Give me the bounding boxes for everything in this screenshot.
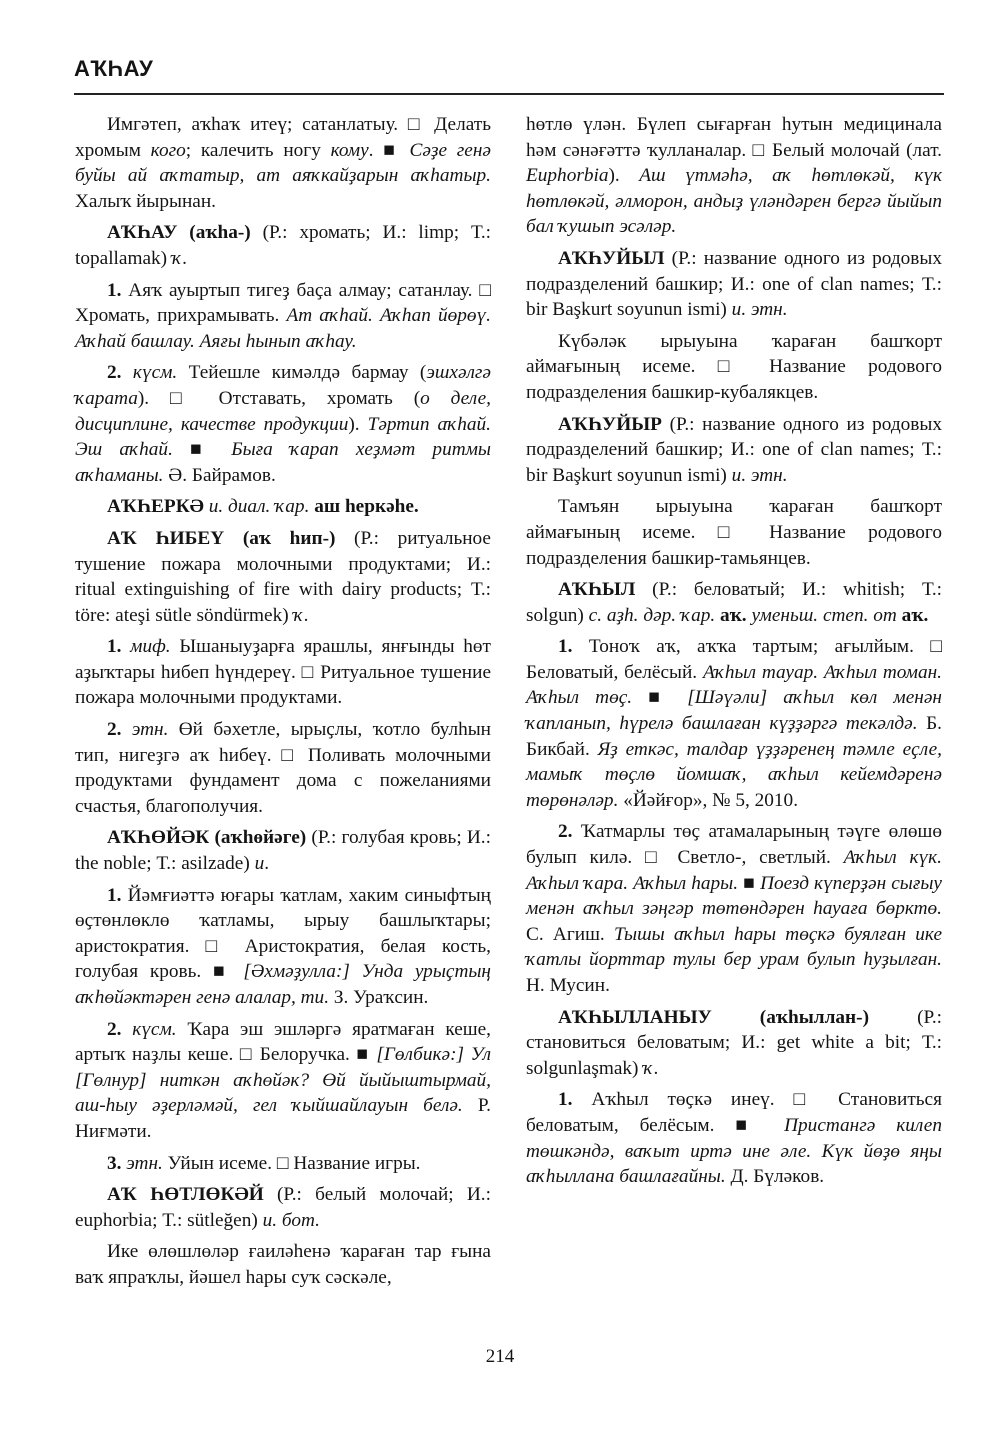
italic-text: этн. (126, 1152, 163, 1174)
dictionary-paragraph (75, 494, 491, 520)
entry-headword: АҠҺУЙЫР (558, 413, 662, 435)
entry-headword: 2. (558, 821, 573, 843)
italic-text: и. диал. ҡар. (208, 496, 310, 518)
dictionary-paragraph: 1. миф. Ышаныуҙарға ярашлы, янғынды һөт аҙыҡтары һибеп һүндереү. □ Ритуальное тушение пожара молочными продуктами. (75, 636, 491, 709)
entry-headword: 1. (558, 1089, 573, 1111)
dictionary-paragraph: АҠҺЫЛЛАНЫУ (аҡһыллан-) (Р.: становиться беловатым; И.: get white a bit; Т.: solgunlaşmak) ҡ. (526, 1006, 942, 1079)
italic-text: и (254, 853, 265, 875)
italic-text: Яҙ еткәс, талдар үҙҙәренең тәмле еҫле, мамыҡ төҫлө йомшаҡ, аҡһыл кейемдәренә төрөнәләр. (526, 738, 942, 811)
entry-headword: АҠҺЫЛЛАНЫУ (аҡһыллан-) (558, 1006, 870, 1028)
dictionary-paragraph: 1. Йәмғиәттә юғары ҡатлам, хаким синыфтың өҫтөнлөклө ҡатламы, ырыу башлыҡтары; аристократия. □ Аристократия, белая кость, голубая кровь. ■ [Әхмәҙулла:] Унда урыҫтың аҡһөйәктәрен генә алалар, ти. З. Ураҡсин. (75, 884, 491, 1008)
dictionary-paragraph: 1. Тоноҡ аҡ, аҡҡа тартым; ағылйым. □ Беловатый, белёсый. Аҡһыл тауар. Аҡһыл томан. Аҡһыл төҫ. ■ [Шәүәли] аҡһыл көл менән ҡапланып, һүрелә башлаған күҙҙәргә текәлдә. Б. Бикбай. Яҙ еткәс, талдар үҙҙәренең тәмле еҫле, мамыҡ төҫлө йомшаҡ, аҡһыл кейемдәренә төрөнәләр. «Йәйғор», № 5, 2010. (526, 636, 942, 811)
italic-text: и. этн. (731, 299, 788, 321)
entry-headword: 1. (107, 636, 122, 658)
entry-headword: АҠҺЕРКӘ (107, 496, 204, 518)
italic-text: ҡ (171, 247, 183, 269)
entry-headword: АҠ ҺӨТЛӨКӘЙ (107, 1184, 264, 1206)
entry-headword: АҠҺУЙЫЛ (558, 247, 665, 269)
dictionary-paragraph: 2. Ҡатмарлы төҫ атамаларының тәүге өлөшө булып килә. □ Светло-, светлый. Аҡһыл күк. Аҡһыл ҡара. Аҡһыл һары. ■ Поезд күперҙән сығыу менән аҡһыл зәңгәр төтөндәрен һауаға бөрктө. С. Агиш. Тышы аҡһыл һары төҫкә буялған ике ҡатлы йорттар тулы бер урам булып һуҙылған. Н. Мусин. (526, 821, 942, 996)
italic-text: кому (330, 139, 369, 161)
italic-text: миф. (130, 636, 171, 658)
entry-headword: 2. (107, 719, 122, 741)
dictionary-paragraph: АҠ ҺИБЕҮ (аҡ һип-) (Р.: ритуальное тушение пожара молочными продуктами; И.: ritual extinguishing of fire with dairy products; Т.: töre: ateşi sütle söndürmek) ҡ. (75, 527, 491, 626)
italic-text: ҡ (643, 1057, 654, 1079)
running-head: АҠҺАУ (74, 56, 154, 81)
dictionary-paragraph: АҠҺУЙЫЛ (Р.: название одного из родовых подразделений башкир; И.: one of clan names; Т.: bir Başkurt soyunun ismi) и. этн. (526, 247, 942, 321)
italic-text: Быға ҡарап хеҙмәт ритмы аҡһаманы. (75, 439, 491, 486)
italic-text: Аҡһыл тауар. Аҡһыл томан. Аҡһыл төҫ. (526, 661, 942, 709)
dictionary-paragraph: 2. күсм. Тейешле кимәлдә бармау (эшхәлгә ҡарата). □ Отставать, хромать (о деле, дисциплине, качестве продукции). Тәртип аҡһай. Эш аҡһай. ■ Быға ҡарап хеҙмәт ритмы аҡһаманы. Ә. Байрамов. (75, 362, 492, 486)
left-column (75, 112, 491, 1297)
italic-text: Аҡһыл күк. Аҡһыл ҡара. Аҡһыл һары. (526, 847, 942, 894)
dictionary-paragraph: Күбәләк ырыуына ҡараған башҡорт аймағының исеме. □ Название родового подразделения башкир-кубалякцев. (526, 330, 942, 403)
dictionary-paragraph: АҠ ҺӨТЛӨКӘЙ (Р.: белый молочай; И.: euphorbia; Т.: sütleğen) и. бот. (75, 1184, 491, 1231)
dictionary-paragraph: 1. Аҡһыл төҫкә инеү. □ Становиться беловатым, белёсым. ■ Пристангә килеп төшкәндә, ваҡыт иртә ине әле. Күк йөҙө яңы аҡһыллана башлағайны. Д. Бүләков. (526, 1089, 943, 1188)
dictionary-paragraph: АҠҺУЙЫР (Р.: название одного из родовых подразделений башкир; И.: one of clan names; Т.: bir Başkurt soyunun ismi) и. этн. (526, 413, 942, 486)
entry-headword: АҠ ҺИБЕҮ (аҡ һип-) (107, 527, 336, 549)
italic-text: [Гөлбикә:] Ул [Гөлнур] ниткән аҡһөйәк? Өй йыйыштырмай, аш-һыу әҙерләмәй, гел ҡыйшайлауын белә. (75, 1044, 491, 1117)
dictionary-paragraph: Тамъян ырыуына ҡараған башҡорт аймағының исеме. □ Название родового подразделения башкир-тамьянцев. (526, 496, 942, 569)
entry-headword: 3. (107, 1152, 122, 1174)
dictionary-paragraph: һөтлө үлән. Бүлеп сығарған һутын медицинала һәм сәнәғәттә ҡулланалар. □ Белый молочай (лат. Euphorbia). Аш үтмәһә, аҡ һөтлөкәй, күк һөтлөкәй, әлморон, андыҙ үләндәрен бергә йыйып бал ҡушып эсәләр. (526, 114, 943, 238)
italic-text: күсм. (132, 362, 178, 384)
entry-headword: 2. (107, 362, 122, 384)
entry-headword: 1. (107, 279, 122, 301)
italic-text: и. этн. (731, 464, 788, 486)
italic-text: и. бот. (262, 1209, 320, 1231)
italic-text: [Әхмәҙулла:] Унда урыҫтың аҡһөйәктәрен генә алалар, ти. (75, 961, 491, 1008)
italic-text: Аш үтмәһә, аҡ һөтлөкәй, күк һөтлөкәй, әлморон, андыҙ үләндәрен бергә йыйып бал ҡушып эсәләр. (526, 165, 943, 238)
italic-text: [Шәүәли] аҡһыл көл менән ҡапланып, һүрелә башлаған күҙҙәргә текәлдә. (526, 687, 942, 735)
italic-text: Пристангә килеп төшкәндә, ваҡыт иртә ине әле. Күк йөҙө яңы аҡһыллана башлағайны. (526, 1114, 943, 1188)
italic-text: этн. (131, 719, 169, 741)
italic-text: эшхәлгә ҡарата (75, 362, 491, 409)
italic-text: о деле, дисциплине, качестве продукции (75, 387, 492, 435)
italic-text: Тәртип аҡһай. Эш аҡһай. (75, 413, 492, 461)
dictionary-paragraph: Ике өлөшлөләр ғаиләһенә ҡараған тар ғына ваҡ япраҡлы, йәшел һары суҡ сәскәле, (75, 1241, 491, 1288)
entry-headword: 1. (107, 884, 122, 906)
entry-headword: 1. (558, 636, 573, 658)
italic-text: Euphorbia (526, 165, 609, 187)
italic-text: ҡ (293, 604, 304, 626)
right-column (526, 112, 942, 1196)
dictionary-paragraph: 2. этн. Өй бәхетле, ырыҫлы, ҡотло булһын тип, нигеҙгә аҡ һибеү. □ Поливать молочными продуктами фундамент дома с пожеланиями счастья, благополучия. (75, 719, 491, 817)
italic-text: кого (150, 139, 186, 161)
entry-headword: аҡ. (901, 604, 929, 626)
italic-text: Ат аҡһай. Аҡһап йөрөү. Аҡһай башлау. Аяғы һынып аҡһау. (75, 305, 491, 352)
italic-text: Сәҙе генә буйы ай аҡтатыр, ат аяҡкайҙарын аҡһатыр. (75, 139, 491, 187)
page-number: 214 (485, 1346, 515, 1367)
entry-headword: АҠҺӨЙӘК (аҡһөйәге) (107, 827, 307, 849)
entry-headword: АҠҺЫЛ (558, 579, 636, 601)
dictionary-paragraph: 1. Аяҡ ауыртып тигеҙ баҫа алмау; сатанлау. □ Хромать, прихрамывать. Ат аҡһай. Аҡһап йөрөү. Аҡһай башлау. Аяғы һынып аҡһау. (75, 279, 491, 352)
dictionary-paragraph: 3. этн. Уйын исеме. □ Название игры. (107, 1152, 421, 1174)
entry-headword: АҠҺАУ (аҡһа-) (107, 222, 251, 244)
dictionary-paragraph: АҠҺАУ (аҡһа-) (Р.: хромать; И.: limp; Т.: topallamak) ҡ. (75, 222, 491, 269)
italic-text: с. аҙһ. дәр. ҡар. (588, 604, 716, 626)
italic-text: күсм. (132, 1018, 177, 1040)
header-rule (74, 93, 944, 95)
dictionary-paragraph: 2. күсм. Ҡара эш эшләргә яратмаған кеше, артыҡ наҙлы кеше. □ Белоручка. ■ [Гөлбикә:] Ул [Гөлнур] ниткән аҡһөйәк? Өй йыйыштырмай, аш-һыу әҙерләмәй, гел ҡыйшайлауын белә. Р. Ниғмәти. (75, 1018, 492, 1142)
dictionary-paragraph: АҠҺЫЛ (Р.: беловатый; И.: whitish; Т.: solgun) с. аҙһ. дәр. ҡар. аҡ. уменьш. степ. от аҡ. (526, 579, 942, 626)
dictionary-paragraph: Имгәтеп, аҡһаҡ итеү; сатанлатыу. □ Делать хромым кого; калечить ногу кому. ■ Сәҙе генә буйы ай аҡтатыр, ат аяҡкайҙарын аҡһатыр. Халыҡ йырынан. (75, 114, 491, 212)
entry-headword: 2. (107, 1018, 122, 1040)
entry-headword: аҡ. (720, 604, 747, 626)
italic-text: Поезд күперҙән сығыу менән аҡһыл зәңгәр төтөндәрен һауаға бөрктө. (526, 872, 942, 920)
dictionary-paragraph: АҠҺӨЙӘК (аҡһөйәге) (Р.: голубая кровь; И.: the noble; Т.: asilzade) и. (75, 827, 491, 875)
italic-text: уменьш. степ. от (751, 604, 897, 626)
entry-headword: аш һеркәһе. (314, 496, 419, 518)
italic-text: Тышы аҡһыл һары төҫкә буялған ике ҡатлы йорттар тулы бер урам булып һуҙылған. (526, 923, 942, 971)
